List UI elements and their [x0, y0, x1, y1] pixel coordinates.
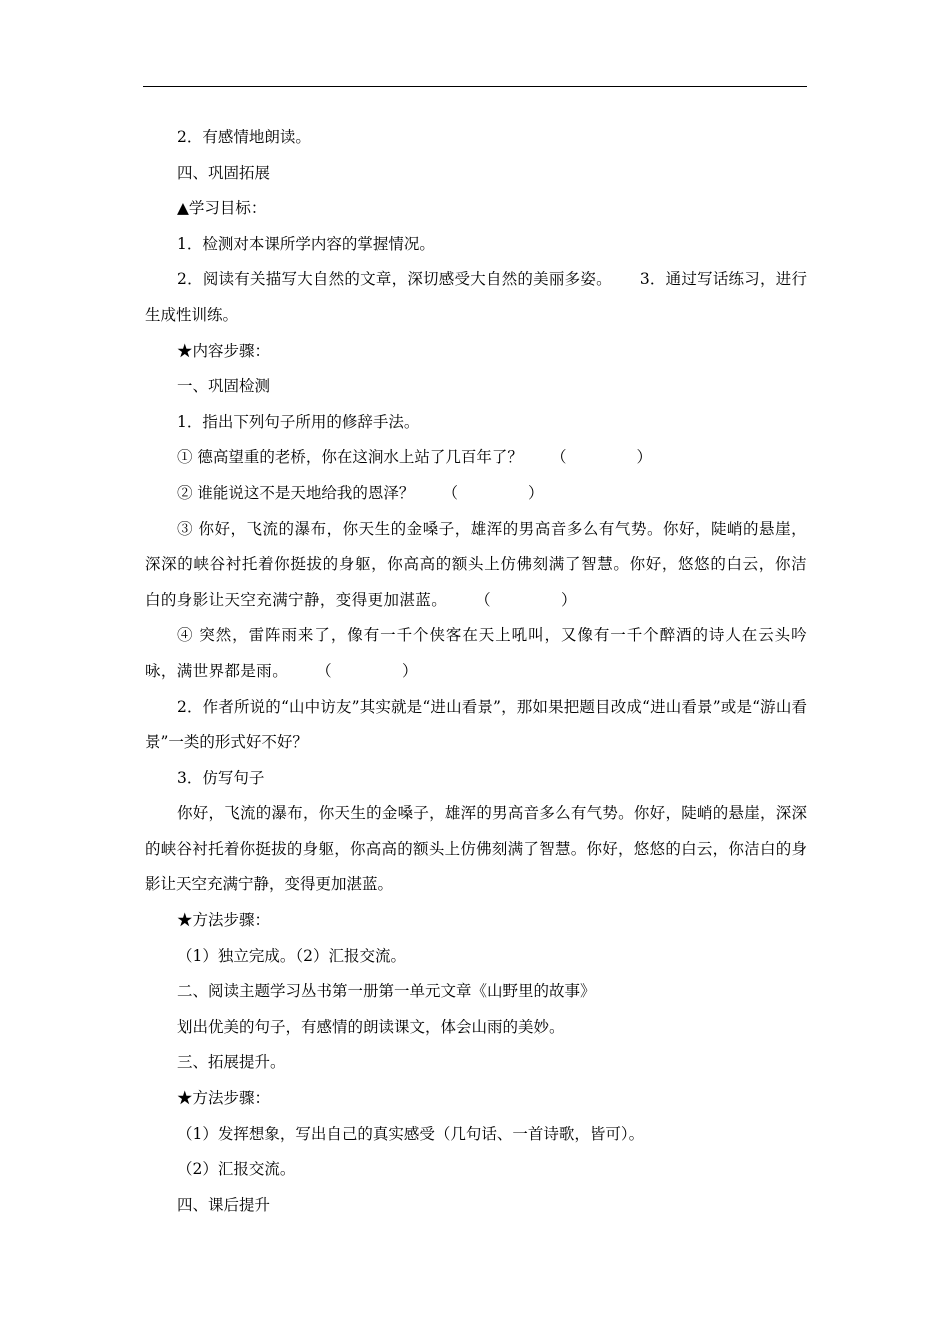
- paragraph: （1）发挥想象，写出自己的真实感受（几句话、一首诗歌，皆可）。: [177, 1124, 645, 1143]
- paragraph: [145, 262, 807, 333]
- goal-2: 2．阅读有关描写大自然的文章，深切感受大自然的美丽多姿。: [177, 270, 612, 289]
- exercise-text: ② 谁能说这不是天地给我的恩泽？: [177, 483, 415, 502]
- subheading-method-steps: ★方法步骤：: [177, 911, 271, 930]
- section-heading: 四、巩固拓展: [177, 163, 271, 182]
- exercise-item: [145, 476, 807, 512]
- question: 3．仿写句子: [177, 768, 265, 787]
- section-heading: 三、拓展提升。: [177, 1053, 286, 1072]
- answer-blank: （ ）: [475, 590, 577, 609]
- answer-blank: （ ）: [316, 661, 418, 680]
- exercise-text: ① 德高望重的老桥，你在这涧水上站了几百年了？: [177, 448, 523, 467]
- sample-passage: 你好，飞流的瀑布，你天生的金嗓子，雄浑的男高音多么有气势。你好，陡峭的悬崖，深深的峡谷衬托着你挺拔的身躯，你高高的额头上仿佛刻满了智慧。你好，悠悠的白云，你洁白的身影让天空充满宁静，变得更加湛蓝。: [145, 804, 807, 894]
- exercise-text: ④ 突然，雷阵雨来了，像有一千个侠客在天上吼叫，又像有一千个醉酒的诗人在云头吟咏，满世界都是雨。: [145, 626, 807, 680]
- exercise-text: ③ 你好，飞流的瀑布，你天生的金嗓子，雄浑的男高音多么有气势。你好，陡峭的悬崖，深深的峡谷衬托着你挺拔的身躯，你高高的额头上仿佛刻满了智慧。你好，悠悠的白云，你洁白的身影让天空充满宁静，变得更加湛蓝。: [145, 519, 807, 609]
- paragraph: 划出优美的句子，有感情的朗读课文，体会山雨的美妙。: [177, 1017, 565, 1036]
- section-heading: 二、阅读主题学习丛书第一册第一单元文章《山野里的故事》: [177, 982, 596, 1001]
- subheading-method-steps: ★方法步骤：: [177, 1089, 271, 1108]
- header-rule: [143, 86, 807, 87]
- section-heading: 一、巩固检测: [177, 377, 271, 396]
- subheading-content-steps: ★内容步骤：: [177, 341, 271, 360]
- exercise-item: [145, 440, 807, 476]
- paragraph: （1）独立完成。（2）汇报交流。: [177, 946, 406, 965]
- subheading-learning-goals: ▲学习目标：: [177, 199, 267, 218]
- question: 2．作者所说的“山中访友”其实就是“进山看景”，那如果把题目改成“进山看景”或是“游山看景”一类的形式好不好？: [145, 697, 807, 752]
- answer-blank: （ ）: [442, 483, 544, 502]
- exercise-item: [145, 512, 807, 619]
- paragraph: 2．有感情地朗读。: [177, 128, 311, 146]
- question: 1．指出下列句子所用的修辞手法。: [177, 412, 420, 431]
- exercise-item: [145, 618, 807, 689]
- paragraph: （2）汇报交流。: [177, 1160, 296, 1179]
- goal-3: 3．通过写话练习，进行生成性训练。: [145, 270, 807, 324]
- document-body: [145, 120, 807, 1223]
- section-heading: 四、课后提升: [177, 1195, 271, 1214]
- paragraph: 1．检测对本课所学内容的掌握情况。: [177, 234, 435, 253]
- answer-blank: （ ）: [550, 448, 652, 467]
